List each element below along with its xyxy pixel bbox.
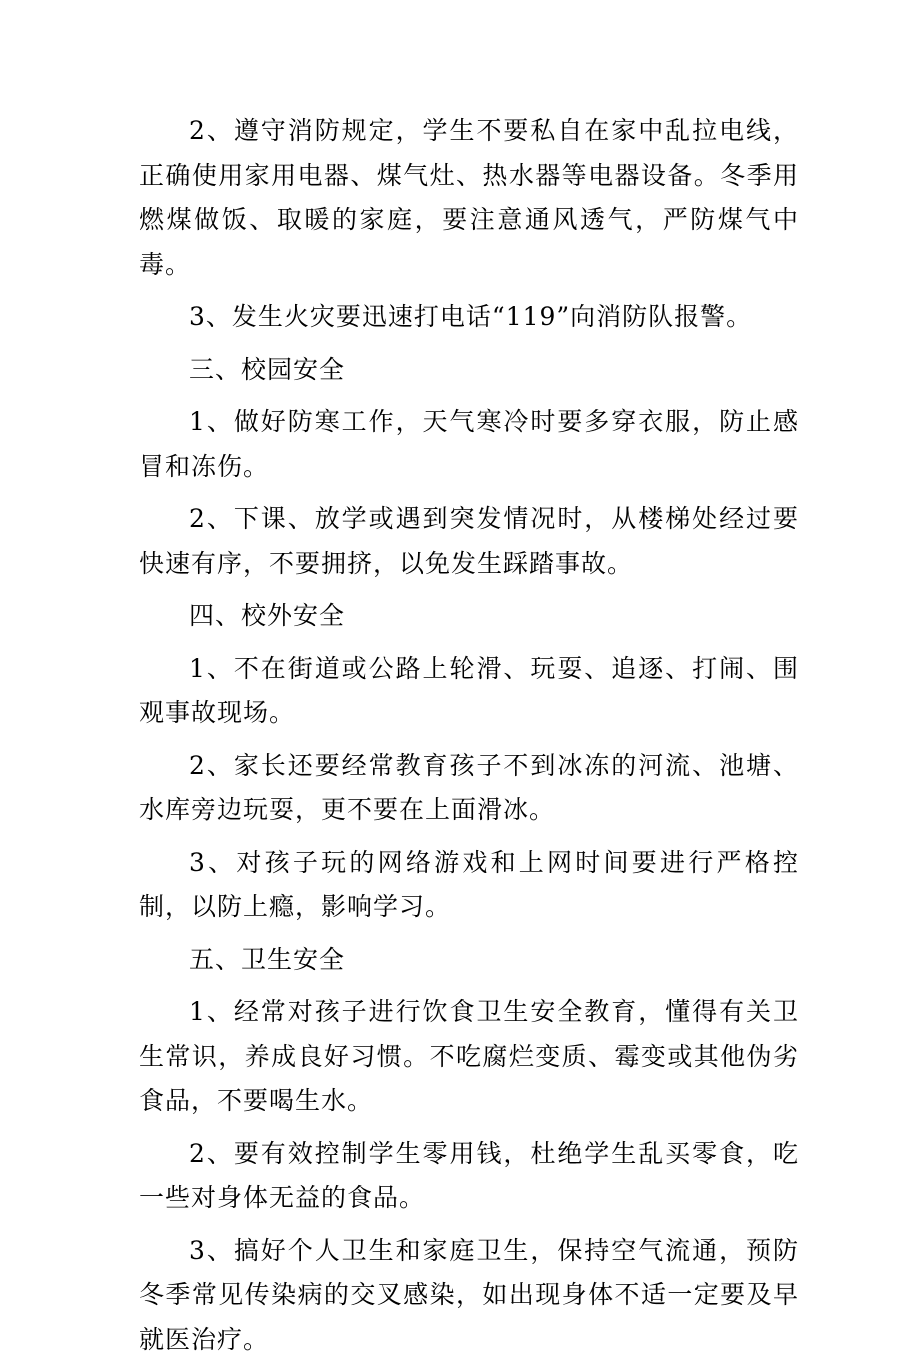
section-heading-hygiene-safety: 五、卫生安全 — [189, 944, 346, 974]
paragraph-online-games: 3、对孩子玩的网络游戏和上网时间要进行严格控制，以防上瘾，影响学习。 — [139, 847, 799, 921]
paragraph-personal-hygiene: 3、搞好个人卫生和家庭卫生，保持空气流通，预防冬季常见传染病的交叉感染，如出现身体不适一定要及早就医治疗。 — [139, 1235, 799, 1354]
section-heading-off-campus-safety: 四、校外安全 — [189, 601, 346, 630]
paragraph-street-play: 1、不在街道或公路上轮滑、玩耍、追逐、打闹、围观事故现场。 — [139, 653, 799, 727]
paragraph-cold-protection: 1、做好防寒工作，天气寒冷时要多穿衣服，防止感冒和冻伤。 — [139, 407, 799, 481]
paragraph-frozen-water: 2、家长还要经常教育孩子不到冰冻的河流、池塘、水库旁边玩耍，更不要在上面滑冰。 — [139, 750, 799, 824]
paragraph-stairs-order: 2、下课、放学或遇到突发情况时，从楼梯处经过要快速有序，不要拥挤，以免发生踩踏事故。 — [139, 504, 799, 578]
document-body — [139, 109, 799, 1370]
paragraph-fire-alarm: 3、发生火灾要迅速打电话“119”向消防队报警。 — [189, 302, 753, 331]
paragraph-pocket-money: 2、要有效控制学生零用钱，杜绝学生乱买零食，吃一些对身体无益的食品。 — [139, 1138, 799, 1212]
paragraph-food-hygiene: 1、经常对孩子进行饮食卫生安全教育，懂得有关卫生常识，养成良好习惯。不吃腐烂变质、霉变或其他伪劣食品，不要喝生水。 — [139, 997, 799, 1115]
paragraph-fire-rules: 2、遵守消防规定，学生不要私自在家中乱拉电线，正确使用家用电器、煤气灶、热水器等电器设备。冬季用燃煤做饭、取暖的家庭，要注意通风透气，严防煤气中毒。 — [139, 116, 799, 279]
section-heading-campus-safety: 三、校园安全 — [189, 354, 346, 384]
